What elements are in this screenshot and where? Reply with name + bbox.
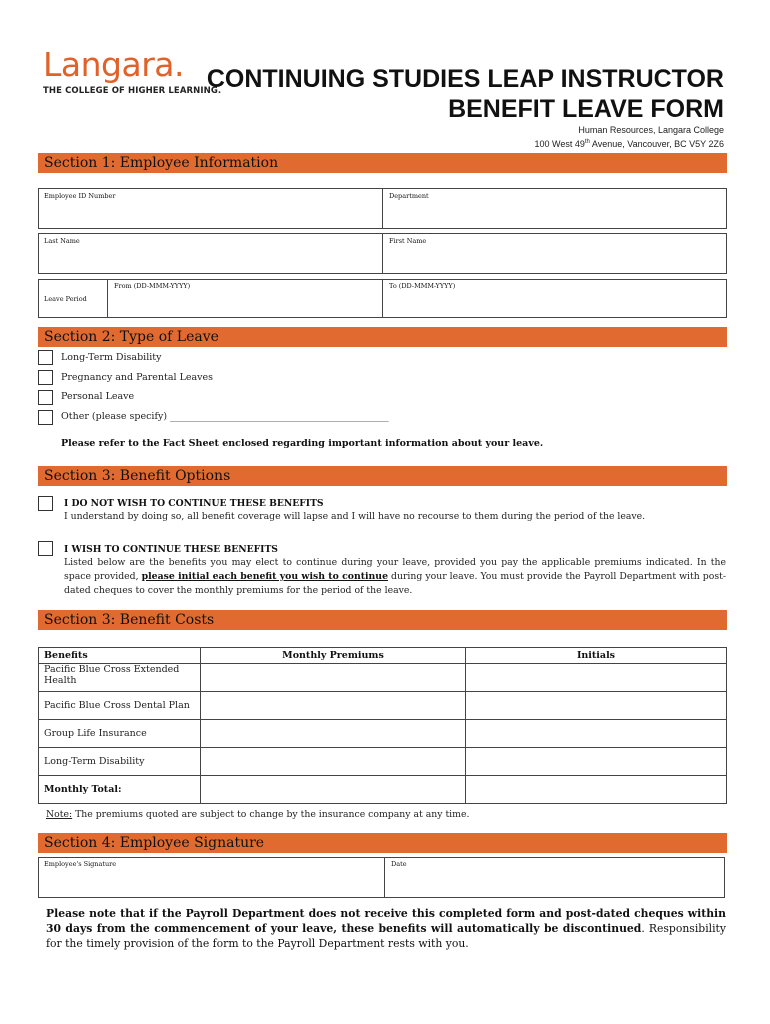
logo-wordmark: Langara. — [43, 45, 184, 84]
date-field[interactable] — [386, 869, 723, 896]
section-1-header: Section 1: Employee Information — [38, 153, 727, 173]
department-field[interactable] — [384, 200, 724, 227]
last-name-field[interactable] — [40, 245, 380, 272]
initials-cell[interactable] — [466, 692, 727, 720]
payroll-notice-rest: . Responsibility for the timely provision of the form to the Payroll Department rests with you. — [46, 922, 726, 950]
benefit-name: Long-Term Disability — [39, 748, 201, 776]
other-checkbox[interactable] — [38, 410, 53, 425]
divider — [384, 857, 385, 898]
divider — [382, 233, 383, 274]
to-date-label: To (DD-MMM-YYYY) — [389, 282, 456, 290]
from-date-field[interactable] — [109, 290, 380, 316]
leave-option-label: Personal Leave — [61, 391, 135, 402]
divider — [107, 279, 108, 318]
benefit-name: Pacific Blue Cross Dental Plan — [39, 692, 201, 720]
langara-logo — [43, 47, 229, 109]
do-not-continue-text: I understand by doing so, all benefit coverage will lapse and I will have no recourse to them during the period of the leave. — [64, 511, 646, 522]
form-title — [207, 64, 724, 124]
benefit-name: Group Life Insurance — [39, 720, 201, 748]
continue-text — [64, 556, 726, 598]
benefit-name: Pacific Blue Cross Extended Health — [39, 664, 201, 692]
initials-header: Initials — [466, 648, 727, 664]
section-3-header: Section 3: Benefit Options — [38, 466, 727, 486]
leave-option-label: Long-Term Disability — [61, 352, 162, 363]
address-line-2 — [535, 136, 724, 150]
signature-label: Employee's Signature — [44, 860, 117, 868]
first-name-label: First Name — [389, 237, 427, 245]
ltd-checkbox[interactable] — [38, 350, 53, 365]
parental-checkbox[interactable] — [38, 370, 53, 385]
logo-tagline: THE COLLEGE OF HIGHER LEARNING. — [43, 86, 222, 96]
title-line-1: CONTINUING STUDIES LEAP INSTRUCTOR — [206, 65, 724, 93]
leave-option-label: Pregnancy and Parental Leaves — [61, 372, 214, 383]
payroll-notice — [46, 906, 726, 951]
divider — [382, 188, 383, 229]
do-not-continue-checkbox[interactable] — [38, 496, 53, 511]
benefit-costs-table — [38, 647, 727, 804]
continue-title: I WISH TO CONTINUE THESE BENEFITS — [64, 544, 278, 555]
premium-note — [46, 809, 469, 820]
continue-checkbox[interactable] — [38, 541, 53, 556]
total-initials-cell[interactable] — [466, 776, 727, 804]
first-name-field[interactable] — [384, 245, 724, 272]
signature-field[interactable] — [40, 869, 382, 896]
fact-sheet-note: Please refer to the Fact Sheet enclosed regarding important information about your leave. — [61, 438, 544, 449]
premium-cell[interactable] — [201, 720, 466, 748]
address-city: Avenue, Vancouver, BC V5Y 2Z6 — [589, 139, 724, 149]
date-label: Date — [391, 860, 407, 868]
premium-cell[interactable] — [201, 664, 466, 692]
divider — [382, 279, 383, 318]
initials-cell[interactable] — [466, 748, 727, 776]
continue-text-c: during your leave. You must provide the Payroll Department with post-dated cheques to cover the monthly premiums for the period of the leave. — [64, 571, 726, 596]
initials-cell[interactable] — [466, 720, 727, 748]
do-not-continue-title: I DO NOT WISH TO CONTINUE THESE BENEFITS — [64, 498, 324, 509]
initials-cell[interactable] — [466, 664, 727, 692]
address-ordinal: th — [584, 139, 590, 145]
from-date-label: From (DD-MMM-YYYY) — [114, 282, 191, 290]
department-label: Department — [389, 192, 429, 200]
address-line-1: Human Resources, Langara College — [578, 125, 724, 135]
section-4-header: Section 4: Employee Signature — [38, 833, 727, 853]
hr-address — [535, 124, 724, 150]
premium-cell[interactable] — [201, 748, 466, 776]
payroll-notice-bold: Please note that if the Payroll Department does not receive this completed form and post-dated cheques within 30 days from the commencement of your leave, these benefits will automatically be discontinued — [46, 907, 726, 935]
title-line-2: BENEFIT LEAVE FORM — [448, 95, 724, 123]
section-2-header: Section 2: Type of Leave — [38, 327, 727, 347]
address-street: 100 West 49 — [534, 139, 585, 149]
personal-checkbox[interactable] — [38, 390, 53, 405]
continue-text-emphasis: please initial each benefit you wish to continue — [141, 571, 388, 582]
note-label: Note: — [46, 809, 73, 820]
leave-period-label: Leave Period — [44, 295, 87, 303]
continue-text-a: Listed below are the benefits you may elect to continue during your leave, provided you pay the applicable premiums indicated. In the space provided, — [64, 557, 726, 582]
to-date-field[interactable] — [384, 290, 724, 316]
premium-cell[interactable] — [201, 692, 466, 720]
note-text: The premiums quoted are subject to change by the insurance company at any time. — [72, 809, 470, 820]
benefits-header: Benefits — [39, 648, 201, 664]
monthly-total-cell[interactable] — [201, 776, 466, 804]
section-3-costs-header: Section 3: Benefit Costs — [38, 610, 727, 630]
employee-id-label: Employee ID Number — [44, 192, 116, 200]
last-name-label: Last Name — [44, 237, 80, 245]
other-specify-field[interactable]: Other (please specify) ______________________________________________ — [61, 411, 389, 422]
employee-id-field[interactable] — [40, 200, 380, 227]
monthly-total-label: Monthly Total: — [39, 776, 201, 804]
premiums-header: Monthly Premiums — [201, 648, 466, 664]
